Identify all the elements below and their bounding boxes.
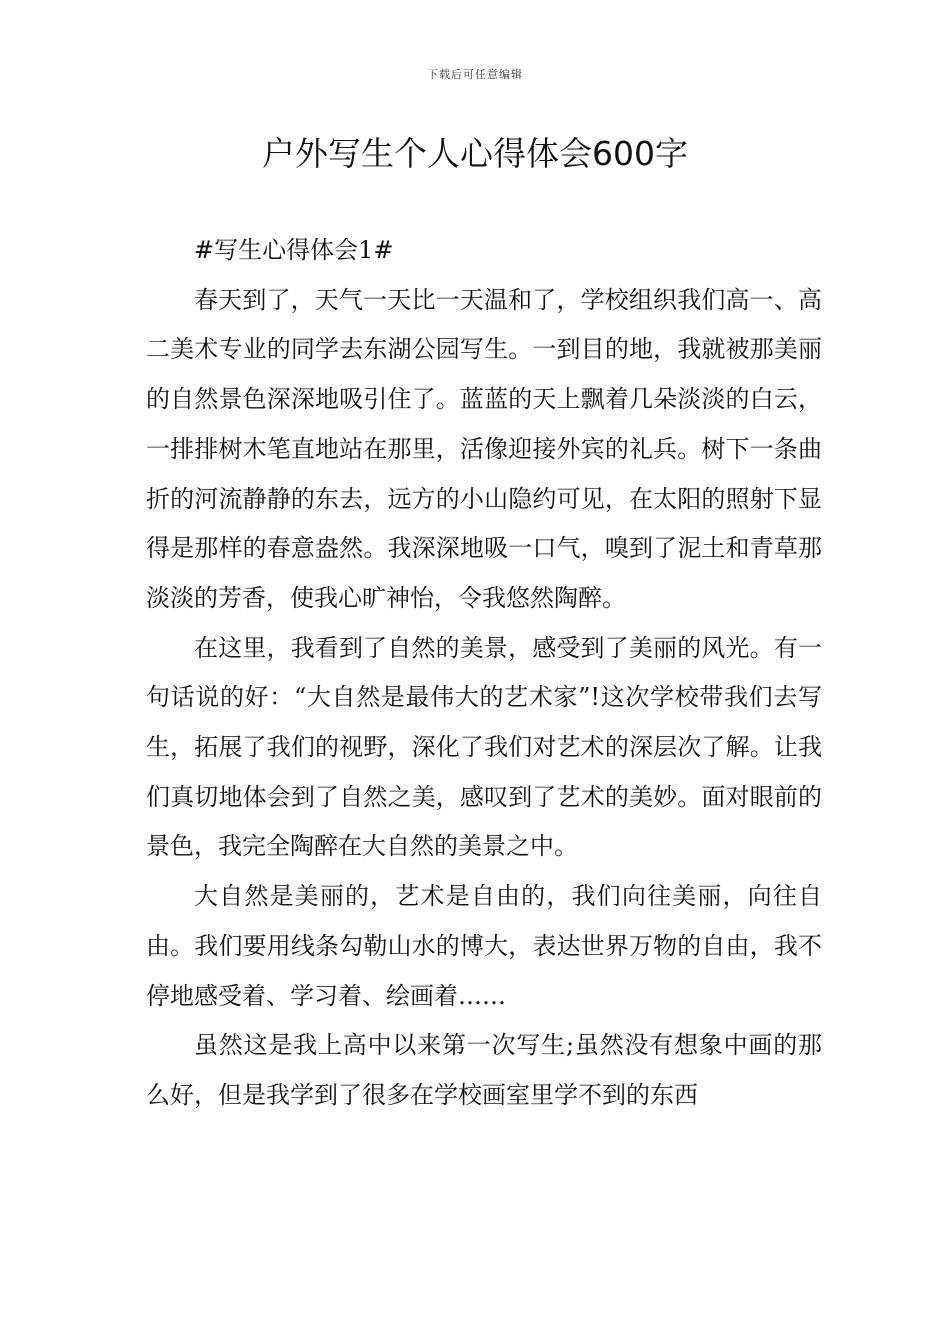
page-title: 户外写生个人心得体会600字 [262,134,688,173]
paragraph: 春天到了，天气一天比一天温和了，学校组织我们高一、高二美术专业的同学去东湖公园写生。一到目的地，我就被那美丽的自然景色深深地吸引住了。蓝蓝的天上飘着几朵淡淡的白云，一排排树木笔直地站在那里，活像迎接外宾的礼兵。树下一条曲折的河流静静的东去，远方的小山隐约可见，在太阳的照射下显得是那样的春意盎然。我深深地吸一口气，嗅到了泥土和青草那淡淡的芳香，使我心旷神怡，令我悠然陶醉。 [146,285,822,612]
document-body [146,226,822,1121]
paragraph: 虽然这是我上高中以来第一次写生;虽然没有想象中画的那么好，但是我学到了很多在学校画室里学不到的东西 [146,1031,822,1109]
paragraph: 在这里，我看到了自然的美景，感受到了美丽的风光。有一句话说的好：“大自然是最伟大的艺术家”!这次学校带我们去写生，拓展了我们的视野，深化了我们对艺术的深层次了解。让我们真切地体会到了自然之美，感叹到了艺术的美妙。面对眼前的景色，我完全陶醉在大自然的美景之中。 [146,633,822,861]
header-note: 下载后可任意编辑 [427,68,523,81]
paragraph: 大自然是美丽的，艺术是自由的，我们向往美丽，向往自由。我们要用线条勾勒山水的博大，表达世界万物的自由，我不停地感受着、学习着、绘画着…… [146,882,822,1010]
section-heading: #写生心得体会1# [194,236,394,264]
